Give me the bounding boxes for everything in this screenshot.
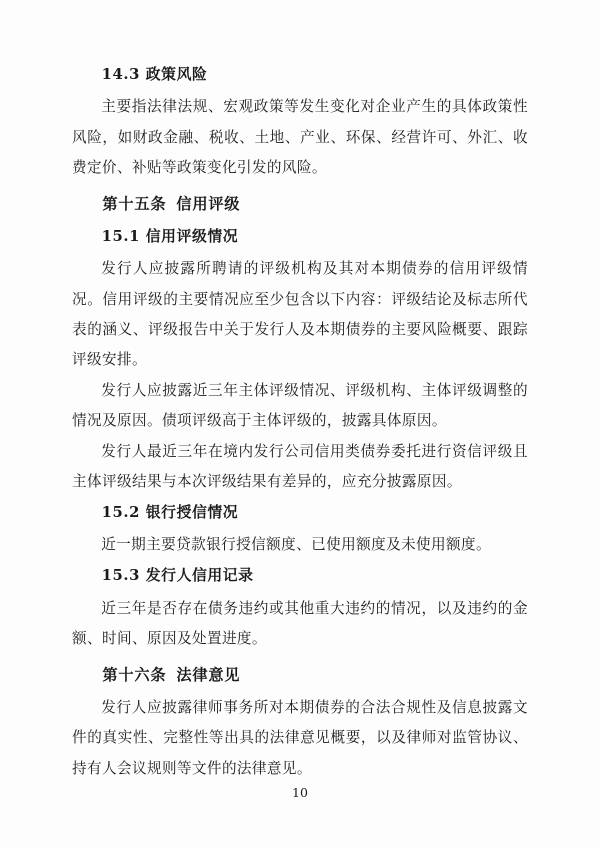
page-number: 10 xyxy=(292,785,308,800)
paragraph-rating-disclosure: 发行人应披露所聘请的评级机构及其对本期债券的信用评级情况。信用评级的主要情况应至少包含以下内容：评级结论及标志所代表的涵义、评级报告中关于发行人及本期债券的主要风险概要、跟踪评级安排。 xyxy=(72,260,528,368)
section-heading-15-3: 15.3 发行人信用记录 xyxy=(101,567,254,585)
paragraph-policy-risk: 主要指法律法规、宏观政策等发生变化对企业产生的具体政策性风险，如财政金融、税收、土地、产业、环保、经营许可、外汇、收费定价、补贴等政策变化引发的风险。 xyxy=(72,98,528,176)
section-heading-15-2: 15.2 银行授信情况 xyxy=(101,503,239,521)
article-number-16: 第十六条 xyxy=(102,666,167,685)
paragraph-legal-opinion: 发行人应披露律师事务所对本期债券的合法合规性及信息披露文件的真实性、完整性等出具的法律意见概要，以及律师对监管协议、持有人会议规则等文件的法律意见。 xyxy=(72,699,528,777)
paragraph-rating-history: 发行人应披露近三年主体评级情况、评级机构、主体评级调整的情况及原因。债项评级高于主体评级的，披露具体原因。 xyxy=(72,381,528,429)
paragraph-rating-difference: 发行人最近三年在境内发行公司信用类债券委托进行资信评级且主体评级结果与本次评级结果有差异的，应充分披露原因。 xyxy=(72,442,528,490)
article-heading-16 xyxy=(72,660,528,691)
paragraph-bank-credit: 近一期主要贷款银行授信额度、已使用额度及未使用额度。 xyxy=(101,536,492,554)
section-heading-15-1: 15.1 信用评级情况 xyxy=(101,227,239,245)
article-title-16: 法律意见 xyxy=(176,666,241,685)
document-body xyxy=(72,60,528,784)
paragraph-credit-record: 近三年是否存在债务违约或其他重大违约的情况，以及违约的金额、时间、原因及处置进度。 xyxy=(72,599,528,647)
article-title-15: 信用评级 xyxy=(176,194,241,213)
article-number-15: 第十五条 xyxy=(102,194,167,213)
section-heading-14-3: 14.3 政策风险 xyxy=(101,66,208,83)
article-heading-15 xyxy=(72,189,528,220)
